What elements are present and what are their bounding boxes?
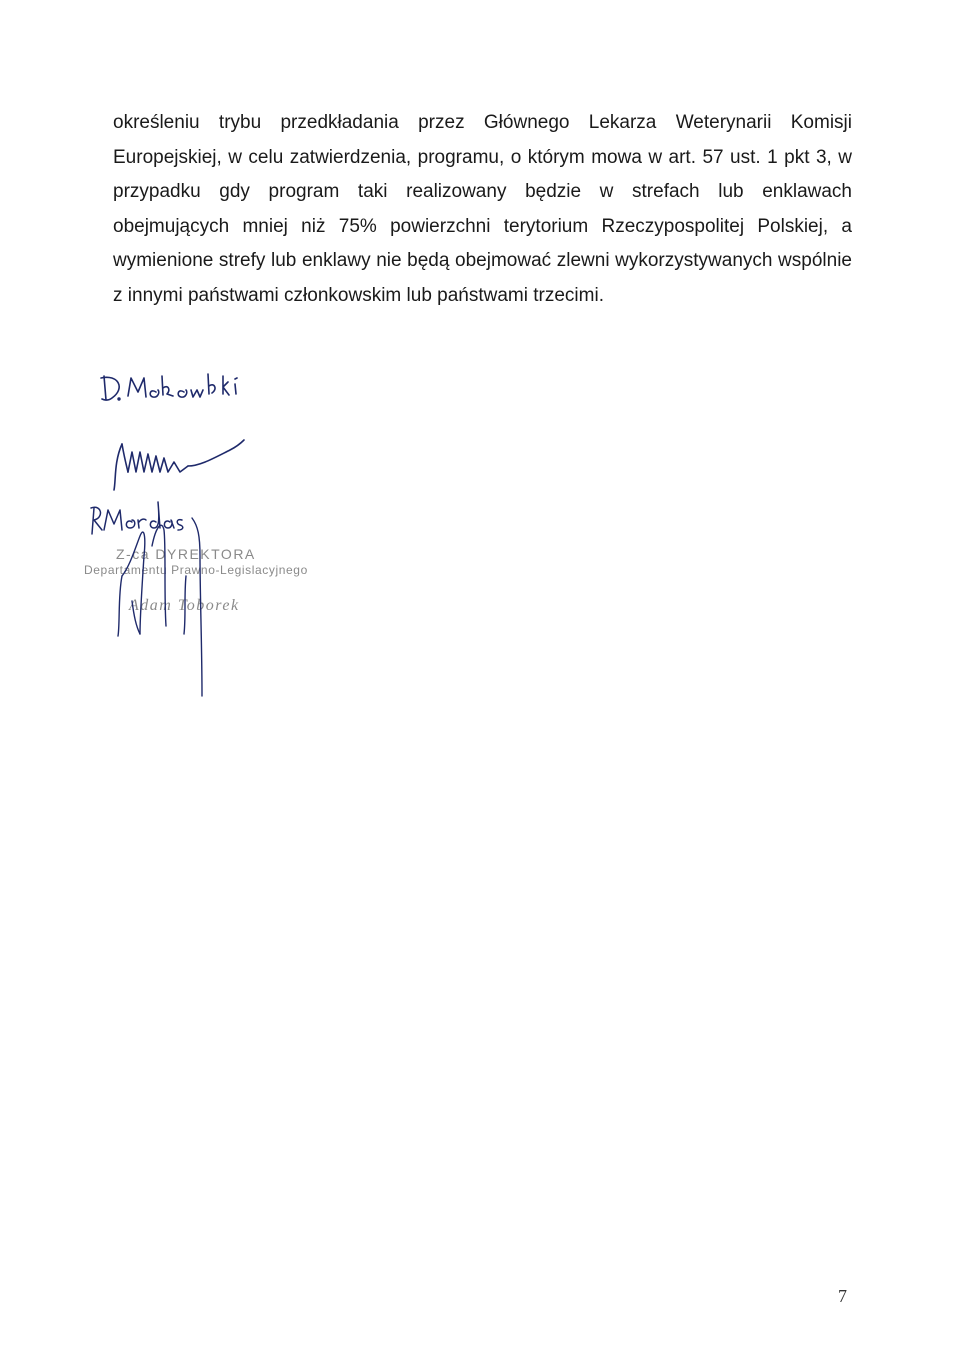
stamp-department: Departamentu Prawno-Legislacyjnego — [84, 563, 308, 577]
signature-makowski-drawing — [98, 370, 248, 410]
page-number: 7 — [838, 1286, 847, 1306]
body-paragraph: określeniu trybu przedkładania przez Głównego Lekarza Weterynarii Komisji Europejskiej, w celu zatwierdzenia, programu, o którym mowa w art. 57 ust. 1 pkt 3, w przypadku gdy program taki realizowany będzie w strefach lub enklawach obejmujących mniej niż 75% powierzchni terytorium Rzeczypospolitej Polskiej, a wymienione strefy lub enklawy nie będą obejmować zlewni wykorzystywanych wspólnie z innymi państwami członkowskim lub państwami trzecimi. — [113, 112, 852, 306]
signature-makowski — [98, 370, 248, 410]
stamp-title: Z-ca DYREKTORA — [116, 546, 256, 562]
stamp-name: Adam Toborek — [129, 597, 240, 614]
stamp-signature-strokes — [100, 506, 220, 706]
stamp-signature-strokes-drawing — [100, 506, 220, 706]
signature-scrawl — [110, 432, 250, 492]
signature-scrawl-drawing — [110, 432, 250, 492]
